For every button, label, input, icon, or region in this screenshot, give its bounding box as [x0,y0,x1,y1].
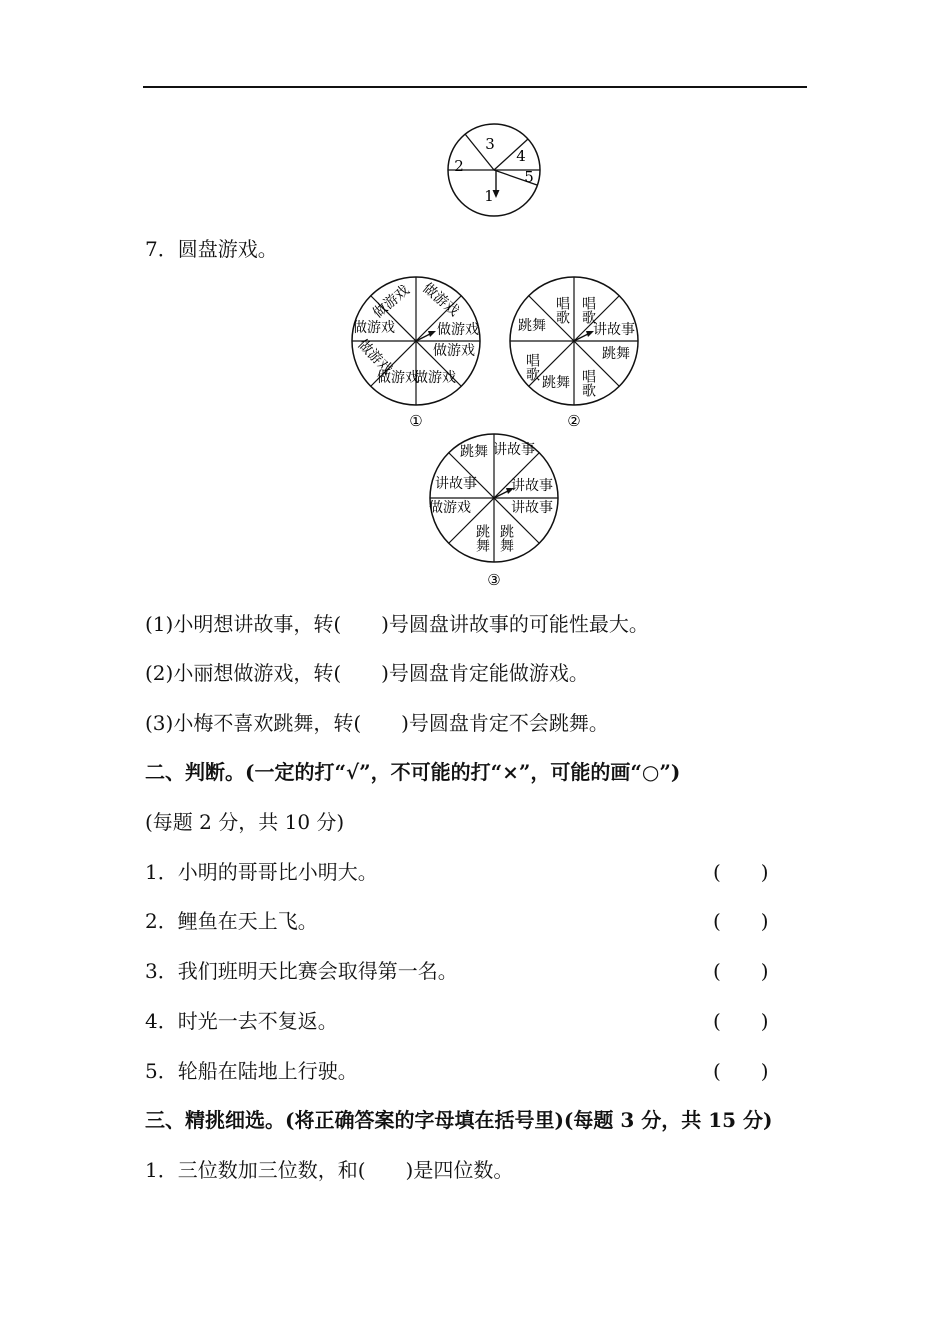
choice-item-1: 1．三位数加三位数，和( )是四位数。 [145,1158,514,1182]
sector-label: 跳舞 [602,346,630,362]
sector-label: 讲故事 [511,500,553,516]
judge-item-2: 2．鲤鱼在天上飞。 [145,909,318,933]
section-2-title: 二、判断。(一定的打“√”，不可能的打“×”，可能的画“○”) [145,760,681,784]
sector-label: 做游戏 [437,322,479,338]
disc-2-figure [508,272,648,432]
judge-item-1: 1．小明的哥哥比小明大。 [145,860,378,884]
question-7-sub-1: (1)小明想讲故事，转( )号圆盘讲故事的可能性最大。 [145,612,649,636]
spinner-number: 2 [454,157,464,175]
question-7-sub-3: (3)小梅不喜欢跳舞，转( )号圆盘肯定不会跳舞。 [145,711,609,735]
judge-item-4: 4．时光一去不复返。 [145,1009,338,1033]
answer-parentheses[interactable]: ( ) [713,1009,769,1033]
answer-parentheses[interactable]: ( ) [713,909,769,933]
disc-number: ② [567,412,581,430]
spinner-number: 3 [485,135,495,153]
sector-label: 讲故事 [493,442,535,458]
sector-label: 做游戏 [414,370,456,386]
disc-1-figure [350,272,490,432]
sector-label: 做游戏 [354,336,396,378]
sector-label: 唱歌 [524,353,540,381]
sector-label: 做游戏 [419,280,462,320]
sector-label: 做游戏 [377,370,419,386]
sector-label: 唱歌 [554,296,570,324]
sector-label: 跳舞 [518,318,546,334]
spinner-number: 4 [516,147,526,165]
section-3-title: 三、精挑细选。(将正确答案的字母填在括号里)(每题 3 分，共 15 分) [145,1108,773,1132]
section-2-score: (每题 2 分，共 10 分) [145,810,345,834]
sector-label: 讲故事 [593,322,635,338]
sector-label: 跳舞 [474,524,490,552]
sector-label: 做游戏 [353,320,395,336]
sector-label: 做游戏 [370,282,413,322]
spinner-number: 1 [484,187,494,205]
answer-parentheses[interactable]: ( ) [713,860,769,884]
answer-parentheses[interactable]: ( ) [713,1059,769,1083]
sector-label: 唱歌 [580,296,596,324]
judge-item-3: 3．我们班明天比赛会取得第一名。 [145,959,458,983]
sector-label: 跳舞 [460,444,488,460]
sector-label: 做游戏 [433,343,475,359]
judge-item-5: 5．轮船在陆地上行驶。 [145,1059,358,1083]
answer-parentheses[interactable]: ( ) [713,959,769,983]
sector-label: 跳舞 [542,375,570,391]
spinner-number: 5 [524,168,534,186]
header-rule [143,86,807,88]
sector-label: 唱歌 [580,369,596,397]
disc-3-figure [428,432,568,592]
sector-label: 讲故事 [435,476,477,492]
sector-label: 跳舞 [498,524,514,552]
disc-number: ① [409,412,423,430]
sector-label: 讲故事 [511,478,553,494]
question-7-title: 7．圆盘游戏。 [145,237,278,261]
sector-label: 做游戏 [429,500,471,516]
disc-number: ③ [487,571,501,589]
number-spinner-figure [445,120,545,220]
question-7-sub-2: (2)小丽想做游戏，转( )号圆盘肯定能做游戏。 [145,661,589,685]
